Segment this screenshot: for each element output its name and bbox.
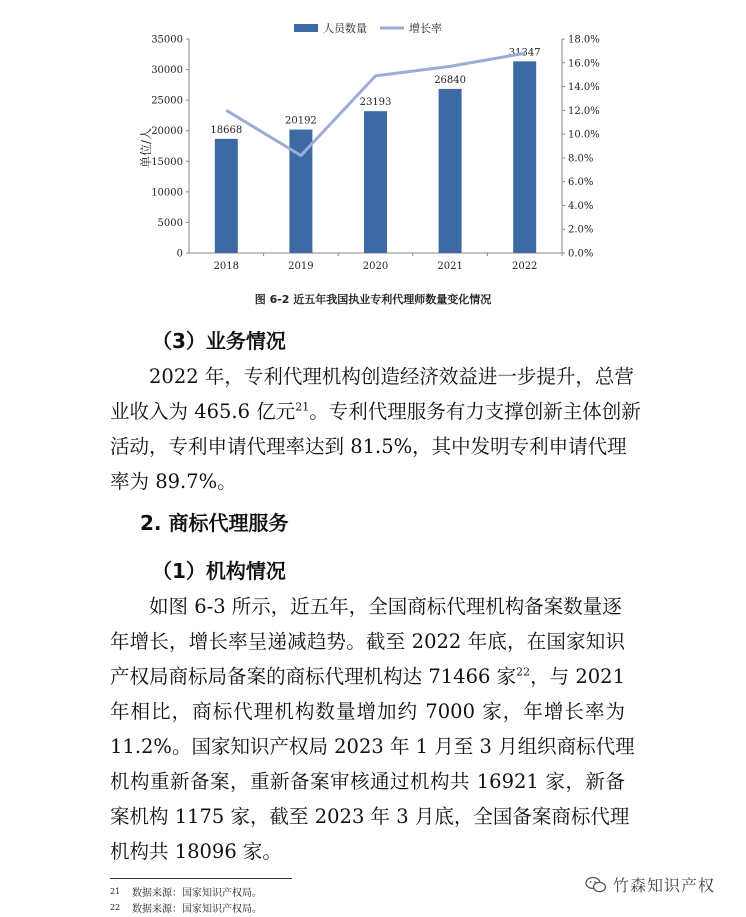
paragraph-line: 2022 年，专利代理机构创造经济效益进一步提升，总营 (149, 365, 634, 388)
paragraph-line: 11.2%。国家知识产权局 2023 年 1 月至 3 月组织商标代理 (110, 735, 635, 758)
y2-tick-label: 12.0% (568, 105, 600, 117)
legend-bar-label: 人员数量 (323, 22, 367, 35)
footnote-ref: 22 (516, 665, 531, 679)
bar (215, 139, 238, 253)
chart-bars (210, 47, 562, 272)
y2-tick-label: 2.0% (568, 224, 594, 236)
paragraph-line: 年相比，商标代理机构数量增加约 7000 家，年增长率为 (110, 700, 625, 723)
watermark (585, 873, 715, 896)
bar-data-label: 23193 (359, 97, 392, 109)
x-tick-label: 2021 (437, 261, 463, 272)
paragraph-line: 率为 89.7%。 (110, 470, 237, 493)
paragraph-line: 案机构 1175 家，截至 2023 年 3 月底，全国备案商标代理 (110, 805, 630, 828)
bar-data-label: 26840 (434, 74, 467, 86)
paragraph-line: 机构共 18096 家。 (110, 840, 282, 863)
y-tick-label: 20000 (151, 126, 183, 138)
paragraph-line: 机构重新备案，重新备案审核通过机构共 16921 家，新备 (110, 770, 625, 793)
y2-tick-label: 6.0% (568, 177, 594, 189)
y-tick-label: 25000 (151, 95, 183, 107)
trademark-paragraph (110, 589, 635, 869)
y-tick-label: 15000 (151, 156, 183, 168)
bar (364, 111, 387, 253)
section-heading-business: （3）业务情况 (152, 329, 286, 353)
bar-line-chart (0, 0, 746, 290)
legend-line-label: 增长率 (409, 22, 442, 35)
y2-tick-label: 0.0% (568, 248, 594, 260)
y-tick-label: 0 (176, 248, 183, 260)
chart-legend (294, 21, 442, 35)
y-tick-label: 30000 (151, 65, 183, 77)
x-tick-label: 2022 (511, 261, 538, 272)
y-tick-label: 10000 (151, 187, 183, 199)
paragraph-line: 活动，专利申请代理率达到 81.5%，其中发明专利申请代理 (110, 435, 627, 458)
wechat-icon (585, 876, 607, 894)
y2-tick-label: 8.0% (568, 153, 594, 165)
x-tick-label: 2019 (288, 261, 314, 272)
bar (439, 89, 462, 253)
bar-data-label: 18668 (210, 124, 243, 136)
bar (513, 61, 536, 253)
paragraph-line: 业收入为 465.6 亿元$^{21}$。专利代理服务有力支撑创新主体创新 (110, 400, 641, 423)
paragraph-line: 年增长，增长率呈递减趋势。截至 2022 年底，在国家知识 (110, 630, 625, 653)
footnote-divider (110, 878, 292, 879)
y2-tick-label: 10.0% (568, 129, 600, 141)
x-tick-label: 2020 (362, 261, 389, 272)
y-tick-label: 35000 (151, 34, 183, 46)
y-axis-label: 单位/人 (139, 127, 153, 169)
footnote: 22 数据来源：国家知识产权局。 (110, 903, 262, 915)
legend-bar-swatch (294, 24, 318, 32)
section-heading-trademark: 2. 商标代理服务 (140, 511, 289, 535)
x-tick-label: 2018 (213, 261, 240, 272)
bar-data-label: 31347 (508, 47, 541, 59)
y2-tick-label: 18.0% (568, 34, 600, 46)
footnote-ref: 21 (295, 400, 310, 414)
paragraph-line: 产权局商标局备案的商标代理机构达 71466 家$^{22}$，与 2021 (110, 665, 625, 688)
watermark-text: 竹森知识产权 (613, 876, 716, 895)
y2-tick-label: 14.0% (568, 82, 600, 94)
footnote: 21 数据来源：国家知识产权局。 (110, 887, 262, 899)
bar-data-label: 20192 (284, 115, 317, 127)
figure-caption: 图 6-2 近五年我国执业专利代理师数量变化情况 (254, 293, 492, 306)
y2-tick-label: 4.0% (568, 200, 594, 212)
paragraph-line: 如图 6-3 所示，近五年，全国商标代理机构备案数量逐 (149, 595, 622, 618)
sub-heading-institutions: （1）机构情况 (152, 559, 286, 583)
business-paragraph (110, 359, 641, 499)
y-tick-label: 5000 (157, 217, 183, 229)
y2-tick-label: 16.0% (568, 58, 600, 70)
